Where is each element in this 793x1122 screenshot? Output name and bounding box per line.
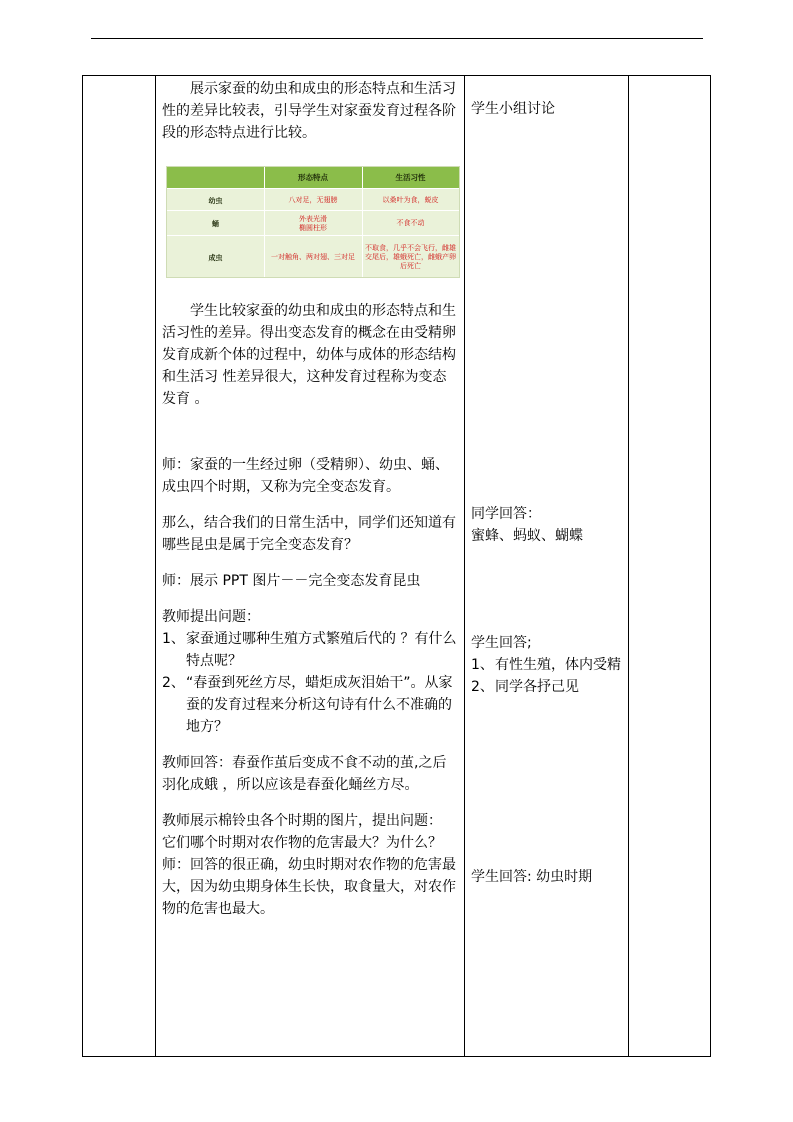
comparison-row-larva bbox=[167, 188, 459, 211]
ask-item bbox=[162, 672, 460, 738]
ask-item-text: 家蚕通过哪种生殖方式繁殖后代的 ？有什么特点呢？ bbox=[186, 631, 457, 669]
teacher-activity-column-lower bbox=[162, 300, 460, 920]
student-answer-1 bbox=[471, 503, 623, 547]
comparison-row-pupa bbox=[167, 210, 459, 236]
column-divider-2 bbox=[464, 75, 465, 1057]
ask-item-num: 1、 bbox=[162, 631, 185, 647]
ask-item bbox=[162, 628, 460, 672]
comparison-header-row bbox=[167, 167, 459, 188]
row-morph: 八对足，无翅膀 bbox=[288, 195, 338, 204]
answer2-num: 2、 bbox=[471, 679, 494, 695]
discuss-text: 学生小组讨论 bbox=[471, 101, 555, 117]
column-divider-1 bbox=[155, 75, 156, 1057]
row-habit: 以桑叶为食，蜕皮 bbox=[382, 195, 439, 204]
student-answer-3 bbox=[471, 866, 623, 888]
table-border-left bbox=[82, 75, 83, 1057]
table-border-right bbox=[710, 75, 711, 1057]
header-habit: 生活习性 bbox=[395, 173, 426, 182]
table-border-bottom bbox=[82, 1056, 711, 1057]
row-habit: 不食不动 bbox=[396, 219, 425, 227]
cotton-intro: 教师展示棉铃虫各个时期的图片，提出问题： bbox=[162, 813, 442, 829]
teacher-activity-column bbox=[162, 78, 460, 144]
row-label: 幼虫 bbox=[208, 195, 223, 205]
header-morphology: 形态特点 bbox=[298, 173, 328, 182]
comparison-divider bbox=[362, 167, 363, 277]
answer2-num: 1、 bbox=[471, 657, 494, 673]
row-habit: 不取食，几乎不会飞行，雌雄交尾后，雄蛾死亡，雌蛾产卵后死亡 bbox=[365, 243, 456, 270]
teacher-stage-paragraph: 师：家蚕的一生经过卵（受精卵）、幼虫、蛹、成虫四个时期，又称为完全变态发育。 bbox=[162, 457, 449, 495]
ask-item-num: 2、 bbox=[162, 675, 185, 691]
ppt-paragraph: 师：展示 PPT 图片－－完全变态发育昆虫 bbox=[162, 573, 421, 589]
row-morph: 外表光滑 椭圆柱形 bbox=[299, 214, 327, 232]
cotton-question: 它们哪个时期对农作物的危害最大？为什么？ bbox=[162, 835, 442, 851]
answer2-item bbox=[471, 676, 623, 698]
header-blank bbox=[167, 167, 264, 188]
answer-paragraph: 教师回答：春蚕作茧后变成不食不动的茧,之后羽化成蛾 ，所以应该是春蚕化蛹丝方尽。 bbox=[162, 755, 447, 793]
cotton-answer: 师：回答的很正确，幼虫时期对农作物的危害最大，因为幼虫期身体生长快，取食量大，对农作物的危害也最大。 bbox=[162, 857, 456, 917]
answer2-title: 学生回答; bbox=[471, 635, 532, 651]
intro-paragraph: 展示家蚕的幼虫和成虫的形态特点和生活习性的差异比较表，引导学生对家蚕发育过程各阶段的形态特点进行比较。 bbox=[162, 81, 456, 141]
answer1-text: 蜜蜂、蚂蚁、蝴蝶 bbox=[471, 528, 583, 544]
row-label: 成虫 bbox=[208, 252, 223, 262]
answer2-item bbox=[471, 654, 623, 676]
compare-paragraph: 学生比较家蚕的幼虫和成虫的形态特点和生活习性的差异。得出变态发育的概念在由受精卵发育成新个体的过程中，幼体与成体的形态结构和生活习 性差异很大，这种发育过程称为变态发育 。 bbox=[162, 303, 456, 407]
header-rule bbox=[91, 38, 703, 39]
table-border-top bbox=[82, 75, 711, 76]
row-morph: 一对触角、两对翅、三对足 bbox=[271, 252, 355, 261]
student-discuss bbox=[471, 98, 623, 120]
question-paragraph: 那么，结合我们的日常生活中，同学们还知道有哪些昆虫是属于完全变态发育？ bbox=[162, 515, 456, 553]
answer2-text: 有性生殖，体内受精 bbox=[495, 657, 621, 673]
answer3-text: 学生回答: 幼虫时期 bbox=[471, 869, 593, 885]
ask-item-text: “春蚕到死丝方尽，蜡炬成灰泪始干”。从家蚕的发育过程来分析这句诗有什么不准确的地方？ bbox=[186, 675, 453, 735]
student-answer-2 bbox=[471, 632, 623, 698]
ask-title: 教师提出问题： bbox=[162, 609, 260, 625]
answer1-title: 同学回答： bbox=[471, 506, 541, 522]
row-label: 蛹 bbox=[212, 219, 219, 228]
comparison-divider bbox=[264, 167, 265, 277]
column-divider-3 bbox=[628, 75, 629, 1057]
comparison-row-adult bbox=[167, 235, 459, 278]
comparison-table-image bbox=[166, 166, 460, 278]
answer2-text: 同学各抒己见 bbox=[495, 679, 579, 695]
